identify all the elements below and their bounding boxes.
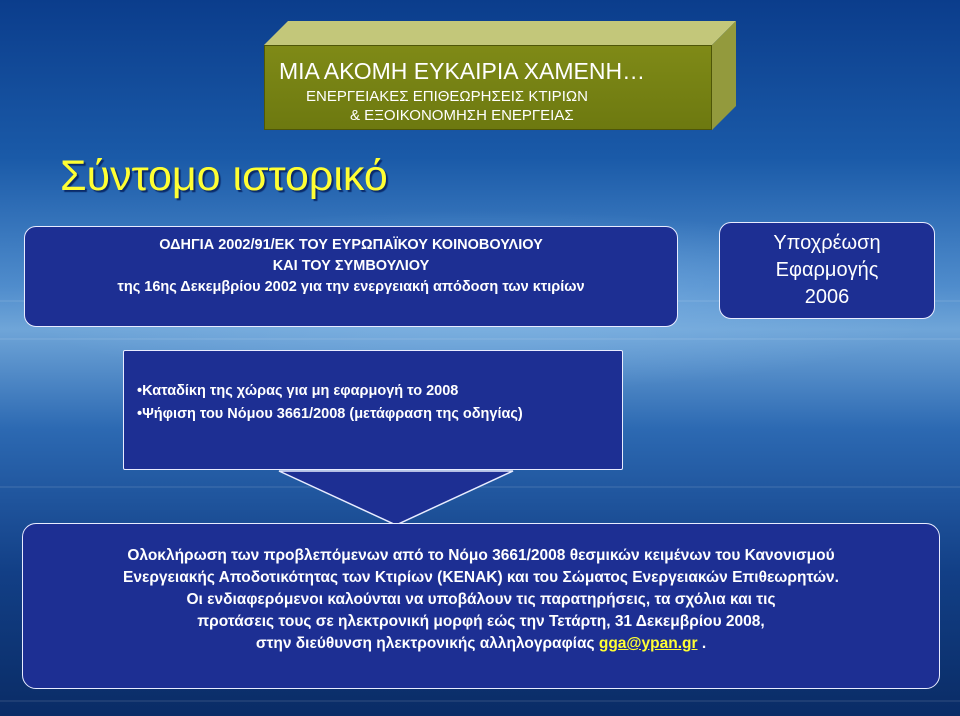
down-arrow-polygon [279,471,513,525]
directive-line-2: ΚΑΙ ΤΟΥ ΣΥΜΒΟΥΛΙΟΥ [272,258,430,274]
background-wave [0,700,960,702]
directive-line-3: της 16ης Δεκεμβρίου 2002 για την ενεργειακή απόδοση των κτιρίων [117,279,585,295]
completion-line-5-suffix: . [697,635,707,652]
completion-box [22,523,940,689]
title-box-front-face [264,45,712,130]
completion-line-3: Οι ενδιαφερόμενοι καλούνται να υποβάλουν τις παρατηρήσεις, τα σχόλια και τις [186,591,776,608]
obligation-line-2: Εφαρμογής [775,259,879,281]
down-arrow-shape [278,470,514,526]
completion-line-5 [23,633,939,655]
title-main-text: ΜΙΑ ΑΚΟΜΗ ΕΥΚΑΙΡΙΑ ΧΑΜΕΝΗ… [279,58,646,84]
directive-box [24,226,678,327]
title-box-top-face [264,21,736,45]
title-subtitle-2: & ΕΞΟΙΚΟΝΟΜΗΣΗ ΕΝΕΡΓΕΙΑΣ [350,107,574,124]
title-subtitle-1: ΕΝΕΡΓΕΙΑΚΕΣ ΕΠΙΘΕΩΡΗΣΕΙΣ ΚΤΙΡΙΩΝ [306,88,588,105]
completion-line-2: Ενεργειακής Αποδοτικότητας των Κτιρίων (ΚΕΝΑΚ) και του Σώματος Ενεργειακών Επιθεωρητών. [123,569,839,586]
title-box [264,45,712,130]
bullets-box [123,350,623,470]
bullet-item: •Ψήφιση του Νόμου 3661/2008 (μετάφραση της οδηγίας) [137,406,523,422]
obligation-line-1: Υποχρέωση [773,232,881,254]
background-wave [0,338,960,340]
directive-line-1: ΟΔΗΓΙΑ 2002/91/ΕΚ ΤΟΥ ΕΥΡΩΠΑΪΚΟΥ ΚΟΙΝΟΒΟΥΛΙΟΥ [159,237,543,253]
completion-line-4: προτάσεις τους σε ηλεκτρονική μορφή εώς την Τετάρτη, 31 Δεκεμβρίου 2008, [197,613,765,630]
page-heading: Σύντομο ιστορικό [60,152,388,200]
completion-line-5-prefix: στην διεύθυνση ηλεκτρονικής αλληλογραφίας [255,635,599,652]
completion-line-1: Ολοκλήρωση των προβλεπόμενων από το Νόμο 3661/2008 θεσμικών κειμένων του Κανονισμού [127,547,835,564]
bullet-item: •Καταδίκη της χώρας για μη εφαρμογή το 2008 [137,383,459,399]
email-link[interactable]: gga@ypan.gr [598,635,698,652]
obligation-box [719,222,935,319]
obligation-line-3: 2006 [804,286,850,308]
